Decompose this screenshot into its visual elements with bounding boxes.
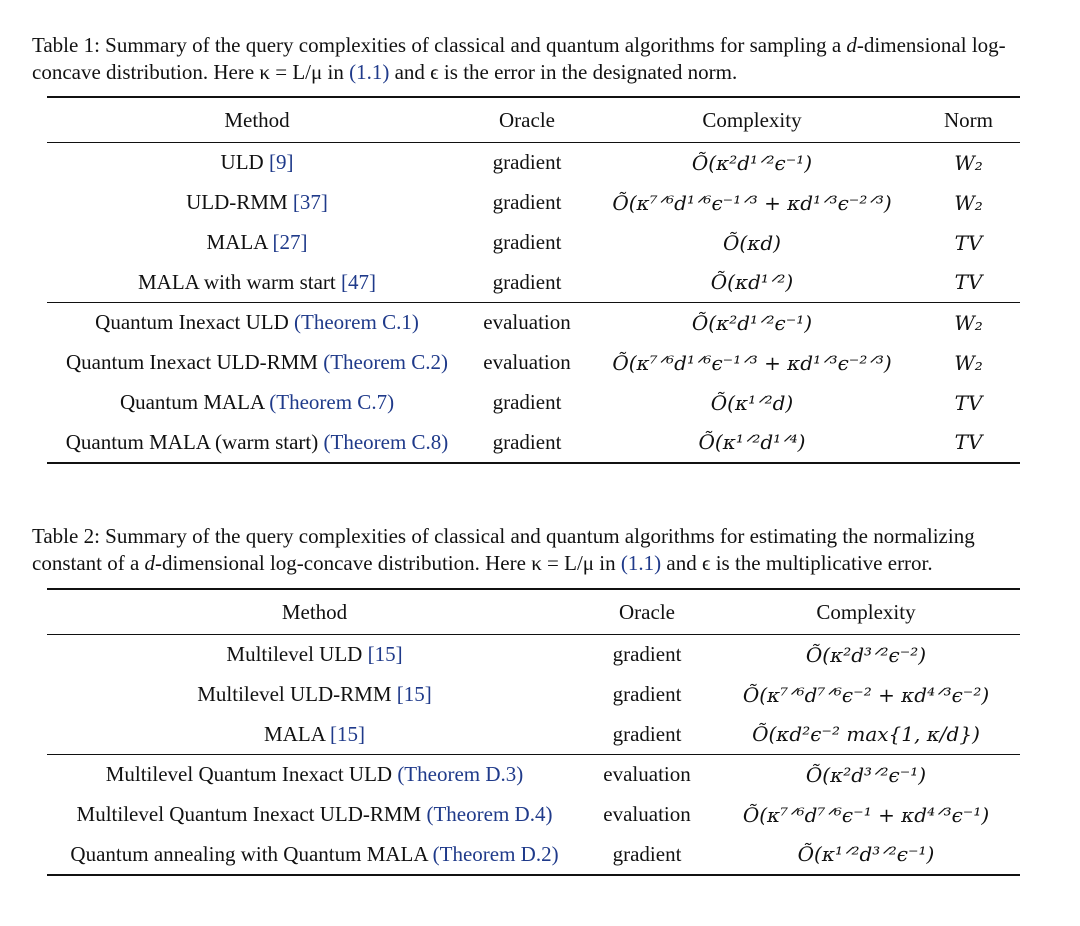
- citation-link[interactable]: (Theorem D.4): [426, 802, 553, 826]
- complexity-cell: Õ(κd¹ᐟ²): [710, 270, 794, 295]
- table-row: [47, 675, 1020, 715]
- method-name: MALA: [264, 721, 325, 746]
- complexity-cell: Õ(κ⁷ᐟ⁶d⁷ᐟ⁶ϵ⁻¹ + κd⁴ᐟ³ϵ⁻¹): [742, 802, 990, 827]
- table1-header-oracle: Oracle: [499, 107, 555, 132]
- method-name: MALA with warm start: [138, 269, 336, 294]
- table2-caption: [32, 523, 1047, 577]
- table-row: [47, 635, 1020, 675]
- oracle-cell: gradient: [492, 150, 562, 175]
- complexity-cell: Õ(κ²d³ᐟ²ϵ⁻²): [805, 642, 927, 667]
- method-cell: [47, 423, 467, 463]
- oracle-cell: gradient: [612, 721, 682, 746]
- table2-header-complexity: Complexity: [816, 599, 916, 624]
- method-name: MALA: [206, 230, 268, 254]
- norm-cell: W₂: [954, 350, 983, 375]
- table-row: [47, 223, 1020, 263]
- method-cell: [47, 143, 467, 183]
- norm-cell: W₂: [954, 190, 983, 215]
- method-name: Quantum Inexact ULD: [95, 310, 289, 335]
- table1: [47, 96, 1020, 464]
- table1-caption-equation-link[interactable]: (1.1): [349, 60, 390, 84]
- norm-cell: TV: [954, 390, 983, 415]
- table1-header-method: Method: [224, 107, 290, 132]
- norm-cell: TV: [954, 230, 983, 255]
- oracle-cell: gradient: [612, 642, 682, 667]
- oracle-cell: evaluation: [483, 310, 571, 335]
- table2-caption-mid: -dimensional log-concave distribution. Here κ = L/μ in: [155, 551, 616, 575]
- method-cell: [47, 675, 582, 715]
- method-name: ULD: [220, 150, 264, 175]
- method-cell: [47, 183, 467, 223]
- citation-link[interactable]: (Theorem C.7): [269, 390, 395, 414]
- method-cell: [47, 343, 467, 383]
- table-row: [47, 303, 1020, 343]
- table-row: [47, 835, 1020, 875]
- table2-caption-pre: Summary of the query complexities of classical and quantum algorithms for estimating the normalizing constant of a: [32, 524, 975, 575]
- complexity-cell: Õ(κ²d³ᐟ²ϵ⁻¹): [805, 762, 927, 787]
- method-name: Multilevel ULD: [226, 642, 363, 667]
- table2: [47, 588, 1020, 876]
- norm-cell: TV: [954, 270, 983, 295]
- table2-caption-label: Table 2:: [32, 524, 100, 548]
- oracle-cell: gradient: [492, 390, 562, 414]
- method-cell: [47, 795, 582, 835]
- citation-link[interactable]: [15]: [329, 721, 365, 746]
- complexity-cell: Õ(κ²d¹ᐟ²ϵ⁻¹): [691, 150, 813, 175]
- table-row: [47, 263, 1020, 303]
- table-row: [47, 715, 1020, 755]
- complexity-cell: Õ(κ⁷ᐟ⁶d¹ᐟ⁶ϵ⁻¹ᐟ³ + κd¹ᐟ³ϵ⁻²ᐟ³): [612, 350, 892, 375]
- method-cell: [47, 715, 582, 755]
- table2-body: [47, 635, 1020, 875]
- method-cell: [47, 635, 582, 675]
- method-cell: [47, 303, 467, 343]
- norm-cell: W₂: [954, 310, 983, 335]
- method-name: Multilevel Quantum Inexact ULD: [105, 762, 393, 787]
- table2-caption-equation-link[interactable]: (1.1): [620, 551, 662, 575]
- complexity-cell: Õ(κ¹ᐟ²d): [710, 390, 794, 415]
- table1-caption-d: d: [846, 33, 857, 57]
- method-name: ULD-RMM: [186, 190, 288, 214]
- citation-link[interactable]: [27]: [272, 230, 308, 254]
- table-row: [47, 343, 1020, 383]
- table2-header-method: Method: [281, 599, 348, 624]
- citation-link[interactable]: [37]: [292, 190, 328, 214]
- oracle-cell: gradient: [612, 841, 682, 866]
- table-row: [47, 795, 1020, 835]
- oracle-cell: gradient: [492, 269, 562, 294]
- complexity-cell: Õ(κ⁷ᐟ⁶d⁷ᐟ⁶ϵ⁻² + κd⁴ᐟ³ϵ⁻²): [742, 682, 990, 707]
- table1-caption: [32, 32, 1047, 86]
- citation-link[interactable]: [15]: [367, 642, 403, 667]
- method-name: Quantum MALA (warm start): [65, 429, 319, 454]
- table-row: [47, 383, 1020, 423]
- method-cell: [47, 223, 467, 263]
- oracle-cell: evaluation: [483, 350, 571, 374]
- oracle-cell: gradient: [492, 190, 562, 214]
- table-row: [47, 143, 1020, 183]
- norm-cell: TV: [954, 430, 983, 454]
- table-row: [47, 423, 1020, 463]
- method-cell: [47, 383, 467, 423]
- method-cell: [47, 835, 582, 875]
- citation-link[interactable]: (Theorem C.1): [294, 310, 419, 335]
- complexity-cell: Õ(κ¹ᐟ²d¹ᐟ⁴): [698, 430, 806, 454]
- complexity-cell: Õ(κ²d¹ᐟ²ϵ⁻¹): [691, 310, 813, 335]
- oracle-cell: gradient: [612, 682, 682, 706]
- table1-caption-post: and ϵ is the error in the designated norm.: [394, 60, 738, 84]
- method-name: Multilevel Quantum Inexact ULD-RMM: [76, 802, 422, 826]
- oracle-cell: evaluation: [603, 762, 691, 787]
- citation-link[interactable]: [9]: [268, 150, 294, 175]
- citation-link[interactable]: (Theorem D.3): [397, 762, 524, 787]
- table2-caption-d: d: [144, 551, 156, 575]
- method-name: Quantum Inexact ULD-RMM: [66, 350, 318, 374]
- table-row: [47, 183, 1020, 223]
- table1-body: [47, 143, 1020, 463]
- table1-header-complexity: Complexity: [702, 107, 802, 132]
- method-name: Multilevel ULD-RMM: [197, 682, 392, 706]
- method-cell: [47, 755, 582, 795]
- oracle-cell: gradient: [492, 429, 562, 454]
- norm-cell: W₂: [954, 150, 983, 175]
- table1-header-norm: Norm: [944, 107, 993, 132]
- method-name: Quantum MALA: [119, 390, 265, 414]
- table1-caption-mid: -dimensional log-concave distribution. Here κ = L/μ in: [32, 33, 1006, 84]
- complexity-cell: Õ(κ¹ᐟ²d³ᐟ²ϵ⁻¹): [797, 842, 935, 866]
- method-name: Quantum annealing with Quantum MALA: [70, 841, 428, 866]
- method-cell: [47, 263, 467, 303]
- complexity-cell: Õ(κd²ϵ⁻² max{1, κ/d}): [752, 722, 980, 747]
- table1-caption-label: Table 1:: [32, 33, 100, 57]
- citation-link[interactable]: (Theorem C.8): [323, 429, 449, 454]
- oracle-cell: gradient: [492, 230, 562, 254]
- table1-caption-pre: Summary of the query complexities of classical and quantum algorithms for sampling a: [105, 33, 842, 57]
- citation-link[interactable]: (Theorem D.2): [432, 841, 559, 866]
- complexity-cell: Õ(κd): [723, 230, 781, 255]
- table-row: [47, 755, 1020, 795]
- citation-link[interactable]: (Theorem C.2): [323, 350, 448, 374]
- citation-link[interactable]: [15]: [396, 682, 432, 706]
- complexity-cell: Õ(κ⁷ᐟ⁶d¹ᐟ⁶ϵ⁻¹ᐟ³ + κd¹ᐟ³ϵ⁻²ᐟ³): [612, 190, 892, 215]
- table2-header-oracle: Oracle: [619, 599, 675, 624]
- oracle-cell: evaluation: [603, 802, 691, 826]
- table2-caption-post: and ϵ is the multiplicative error.: [666, 551, 933, 575]
- citation-link[interactable]: [47]: [340, 269, 376, 294]
